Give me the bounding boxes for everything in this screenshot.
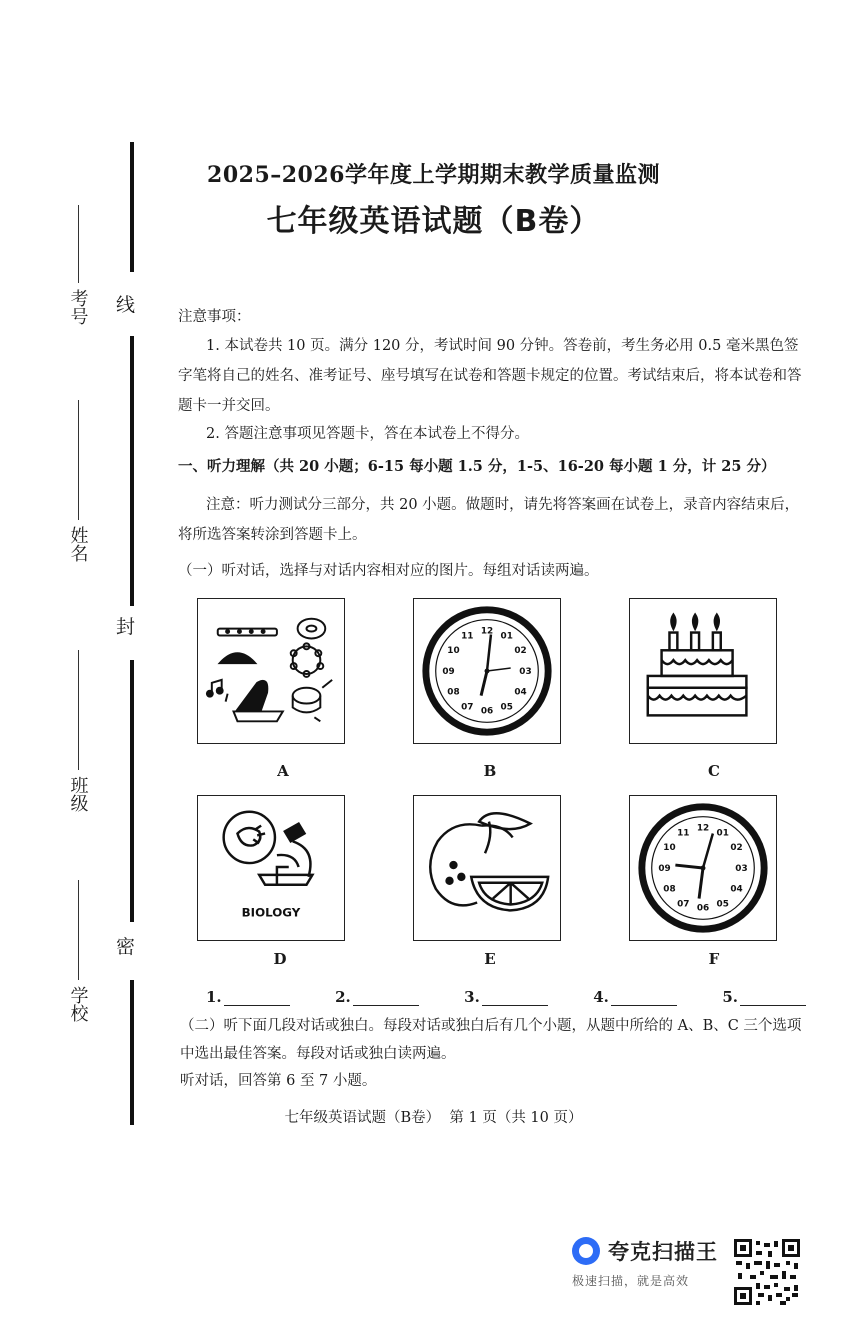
answer-blank-1[interactable]: [206, 988, 290, 1006]
binding-char-xian: 线: [116, 294, 136, 316]
blank-number: 4.: [593, 988, 609, 1006]
clock-f-num: 12: [696, 823, 710, 834]
blank-number: 3.: [464, 988, 480, 1006]
binding-char-feng: 封: [116, 616, 136, 638]
clock-f-num: 08: [663, 884, 676, 895]
binding-char-mi: 密: [116, 936, 136, 958]
clock-b-num: 06: [480, 706, 494, 717]
clock-b-num: 12: [480, 626, 494, 637]
clock-b-num: 05: [500, 702, 513, 713]
answer-blank-2[interactable]: [335, 988, 419, 1006]
clock-f-num: 03: [735, 863, 748, 874]
picture-d-letter: D: [273, 950, 287, 968]
clock-b-num: 07: [461, 702, 474, 713]
notes-item-1: 1. 本试卷共 10 页。满分 120 分，考试时间 90 分钟。答卷前，考生务必用 0.5 毫米黑色签字笔将自己的姓名、准考证号、座号填写在试卷和答题卡规定的位置。考试结束后，将本试卷和答题卡一并交回。: [178, 338, 802, 414]
binding-line-segment: [130, 660, 134, 922]
orange-fruit-icon: [414, 796, 560, 940]
exam-number-label: 考号: [67, 289, 89, 325]
scanner-slogan: 极速扫描，就是高效: [572, 1274, 690, 1288]
clock-f-num: 07: [677, 899, 690, 910]
binding-line-segment: [130, 980, 134, 1125]
clock-icon: [630, 796, 776, 940]
clock-b-num: 09: [442, 666, 455, 677]
clock-f-num: 02: [730, 843, 743, 854]
notes-item-2: 2. 答题注意事项见答题卡，答在本试卷上不得分。: [206, 426, 529, 442]
school-field[interactable]: [60, 880, 96, 1022]
clock-b-num: 11: [461, 631, 474, 642]
part-2-instruction: （二）听下面几段对话或独白。每段对话或独白后有几个小题，从题中所给的 A、B、C 三个选项中选出最佳答案。每段对话或独白读两遍。: [180, 1018, 802, 1062]
clock-b-num: 10: [447, 646, 460, 657]
clock-f-num: 04: [730, 884, 743, 895]
picture-a-letter: A: [277, 762, 289, 780]
exam-subtitle: 七年级英语试题（B卷）: [266, 204, 601, 239]
binding-line-segment: [130, 336, 134, 606]
class-label: 班级: [67, 776, 89, 812]
scanner-logo-icon: [572, 1237, 600, 1265]
part-2-sub-instruction: 听对话，回答第 6 至 7 小题。: [180, 1073, 377, 1089]
clock-b-num: 04: [514, 687, 527, 698]
biology-microscope-icon: [198, 796, 344, 940]
answer-blank-3[interactable]: [464, 988, 548, 1006]
blank-number: 2.: [335, 988, 351, 1006]
answer-blank-5[interactable]: [722, 988, 806, 1006]
blank-number: 1.: [206, 988, 222, 1006]
section-1-note: 注意：听力测试分三部分，共 20 小题。做题时，请先将答案画在试卷上，录音内容结束后，将所选答案转涂到答题卡上。: [178, 497, 800, 543]
answer-blanks: [206, 988, 806, 1006]
answer-blank-4[interactable]: [593, 988, 677, 1006]
blank-number: 5.: [722, 988, 738, 1006]
picture-f-letter: F: [708, 950, 720, 968]
picture-b: [413, 598, 561, 744]
qr-code-icon: [734, 1239, 800, 1305]
school-label: 学校: [67, 986, 89, 1022]
clock-icon: [414, 599, 560, 743]
clock-b-num: 03: [519, 666, 532, 677]
exam-title: 2025–2026学年度上学期期末教学质量监测: [207, 162, 660, 188]
section-1-title: 一、听力理解（共 20 小题；6-15 每小题 1.5 分，1-5、16-20 每小题 1 分，计 25 分）: [178, 458, 776, 475]
clock-f-num: 09: [658, 863, 671, 874]
picture-a: [197, 598, 345, 744]
picture-d: [197, 795, 345, 941]
birthday-cake-icon: [630, 599, 776, 743]
clock-b-num: 02: [514, 646, 527, 657]
scanner-watermark: [572, 1236, 732, 1289]
clock-f-num: 01: [716, 828, 729, 839]
clock-b-num: 08: [447, 687, 460, 698]
clock-b-num: 01: [500, 631, 513, 642]
picture-b-letter: B: [483, 762, 497, 780]
clock-f-num: 11: [677, 828, 690, 839]
name-label: 姓名: [67, 526, 89, 562]
picture-e-letter: E: [484, 950, 496, 968]
notes-heading: 注意事项：: [178, 309, 251, 325]
scanner-brand: 夸克扫描王: [608, 1240, 718, 1264]
picture-e: [413, 795, 561, 941]
class-field[interactable]: [60, 650, 96, 812]
clock-f-num: 05: [716, 899, 729, 910]
picture-f: [629, 795, 777, 941]
biology-caption: BIOLOGY: [241, 905, 301, 920]
part-1-instruction: （一）听对话，选择与对话内容相对应的图片。每组对话读两遍。: [178, 563, 599, 579]
music-instruments-icon: [198, 599, 344, 743]
picture-c-letter: C: [708, 762, 720, 780]
name-field[interactable]: [60, 400, 96, 562]
clock-f-num: 10: [663, 843, 676, 854]
clock-f-num: 06: [696, 903, 710, 914]
picture-c: [629, 598, 777, 744]
page-footer: 七年级英语试题（B卷） 第 1 页（共 10 页）: [284, 1110, 583, 1126]
